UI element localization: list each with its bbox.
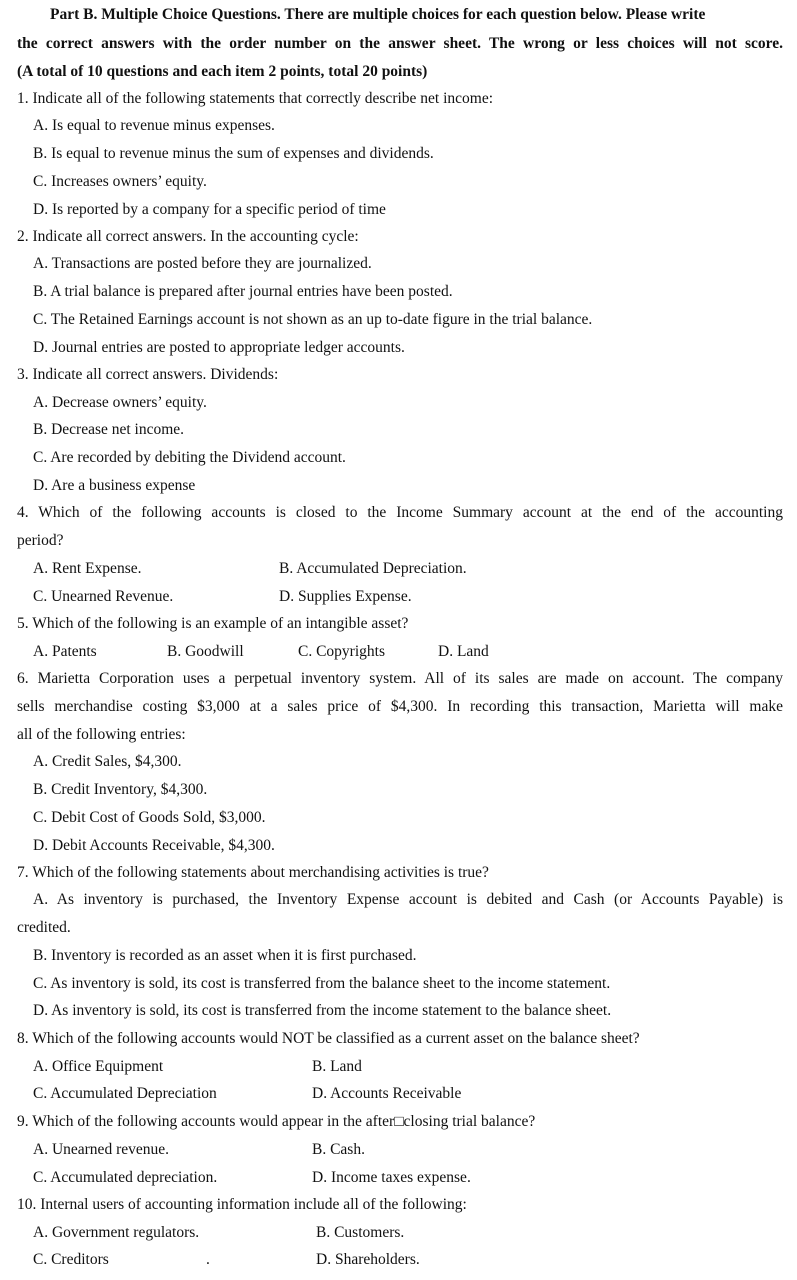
q8-option-b: B. Land	[312, 1058, 362, 1075]
q7-option-c: C. As inventory is sold, its cost is transferred from the balance sheet to the income statement.	[33, 975, 611, 992]
q1-stem: 1. Indicate all of the following statements that correctly describe net income:	[17, 90, 494, 107]
header-line-2: the correct answers with the order number on the answer sheet. The wrong or less choices will not score.	[17, 35, 783, 52]
q5-option-a: A. Patents	[33, 643, 97, 660]
q8-stem: 8. Which of the following accounts would NOT be classified as a current asset on the balance sheet?	[17, 1030, 640, 1047]
q9-stem: 9. Which of the following accounts would appear in the after□closing trial balance?	[17, 1113, 536, 1130]
header-line-3: (A total of 10 questions and each item 2 points, total 20 points)	[17, 63, 428, 80]
q10-stem: 10. Internal users of accounting information include all of the following:	[17, 1196, 467, 1213]
q10-option-b: B. Customers.	[316, 1224, 405, 1241]
q3-option-d: D. Are a business expense	[33, 477, 196, 494]
q3-option-c: C. Are recorded by debiting the Dividend account.	[33, 449, 346, 466]
q8-option-a: A. Office Equipment	[33, 1058, 164, 1075]
q10-option-d: D. Shareholders.	[316, 1251, 420, 1268]
q6-stem-line-2: sells merchandise costing $3,000 at a sales price of $4,300. In recording this transaction, Marietta will make	[17, 698, 783, 715]
header-line-1: Part B. Multiple Choice Questions. There are multiple choices for each question below. Please write	[50, 6, 706, 23]
q3-option-a: A. Decrease owners’ equity.	[33, 394, 207, 411]
q6-stem-line-3: all of the following entries:	[17, 726, 186, 743]
q7-stem: 7. Which of the following statements about merchandising activities is true?	[17, 864, 489, 881]
q6-stem-line-1: 6. Marietta Corporation uses a perpetual inventory system. All of its sales are made on account. The company	[17, 670, 783, 687]
q9-option-a: A. Unearned revenue.	[33, 1141, 169, 1158]
q1-option-a: A. Is equal to revenue minus expenses.	[33, 117, 275, 134]
q4-option-c: C. Unearned Revenue.	[33, 588, 174, 605]
q4-stem-line-1: 4. Which of the following accounts is closed to the Income Summary account at the end of the accounting	[17, 504, 783, 521]
q9-option-b: B. Cash.	[312, 1141, 365, 1158]
q6-option-c: C. Debit Cost of Goods Sold, $3,000.	[33, 809, 266, 826]
q8-option-c: C. Accumulated Depreciation	[33, 1085, 217, 1102]
q6-option-b: B. Credit Inventory, $4,300.	[33, 781, 208, 798]
q4-option-d: D. Supplies Expense.	[279, 588, 412, 605]
q8-option-d: D. Accounts Receivable	[312, 1085, 462, 1102]
q6-option-a: A. Credit Sales, $4,300.	[33, 753, 182, 770]
q5-option-b: B. Goodwill	[167, 643, 244, 660]
q4-option-a: A. Rent Expense.	[33, 560, 142, 577]
q7-option-a-line-2: credited.	[17, 919, 71, 936]
q5-option-d: D. Land	[438, 643, 489, 660]
q10-stray-dot: .	[206, 1251, 210, 1268]
q1-option-c: C. Increases owners’ equity.	[33, 173, 207, 190]
q3-stem: 3. Indicate all correct answers. Dividends:	[17, 366, 279, 383]
q7-option-a-line-1: A. As inventory is purchased, the Inventory Expense account is debited and Cash (or Accounts Payable) is	[33, 891, 783, 908]
q2-option-b: B. A trial balance is prepared after journal entries have been posted.	[33, 283, 453, 300]
q4-option-b: B. Accumulated Depreciation.	[279, 560, 467, 577]
q9-option-c: C. Accumulated depreciation.	[33, 1169, 218, 1186]
q6-option-d: D. Debit Accounts Receivable, $4,300.	[33, 837, 275, 854]
q1-option-b: B. Is equal to revenue minus the sum of expenses and dividends.	[33, 145, 434, 162]
q10-option-c: C. Creditors	[33, 1251, 109, 1268]
q10-option-a: A. Government regulators.	[33, 1224, 200, 1241]
q4-stem-line-2: period?	[17, 532, 64, 549]
q2-option-c: C. The Retained Earnings account is not shown as an up to-date figure in the trial balance.	[33, 311, 593, 328]
q2-stem: 2. Indicate all correct answers. In the accounting cycle:	[17, 228, 359, 245]
q1-option-d: D. Is reported by a company for a specific period of time	[33, 201, 386, 218]
q7-option-d: D. As inventory is sold, its cost is transferred from the income statement to the balance sheet.	[33, 1002, 612, 1019]
q2-option-d: D. Journal entries are posted to appropriate ledger accounts.	[33, 339, 405, 356]
q2-option-a: A. Transactions are posted before they are journalized.	[33, 255, 372, 272]
q5-option-c: C. Copyrights	[298, 643, 385, 660]
q9-option-d: D. Income taxes expense.	[312, 1169, 471, 1186]
q3-option-b: B. Decrease net income.	[33, 421, 185, 438]
q5-stem: 5. Which of the following is an example of an intangible asset?	[17, 615, 409, 632]
q7-option-b: B. Inventory is recorded as an asset when it is first purchased.	[33, 947, 417, 964]
